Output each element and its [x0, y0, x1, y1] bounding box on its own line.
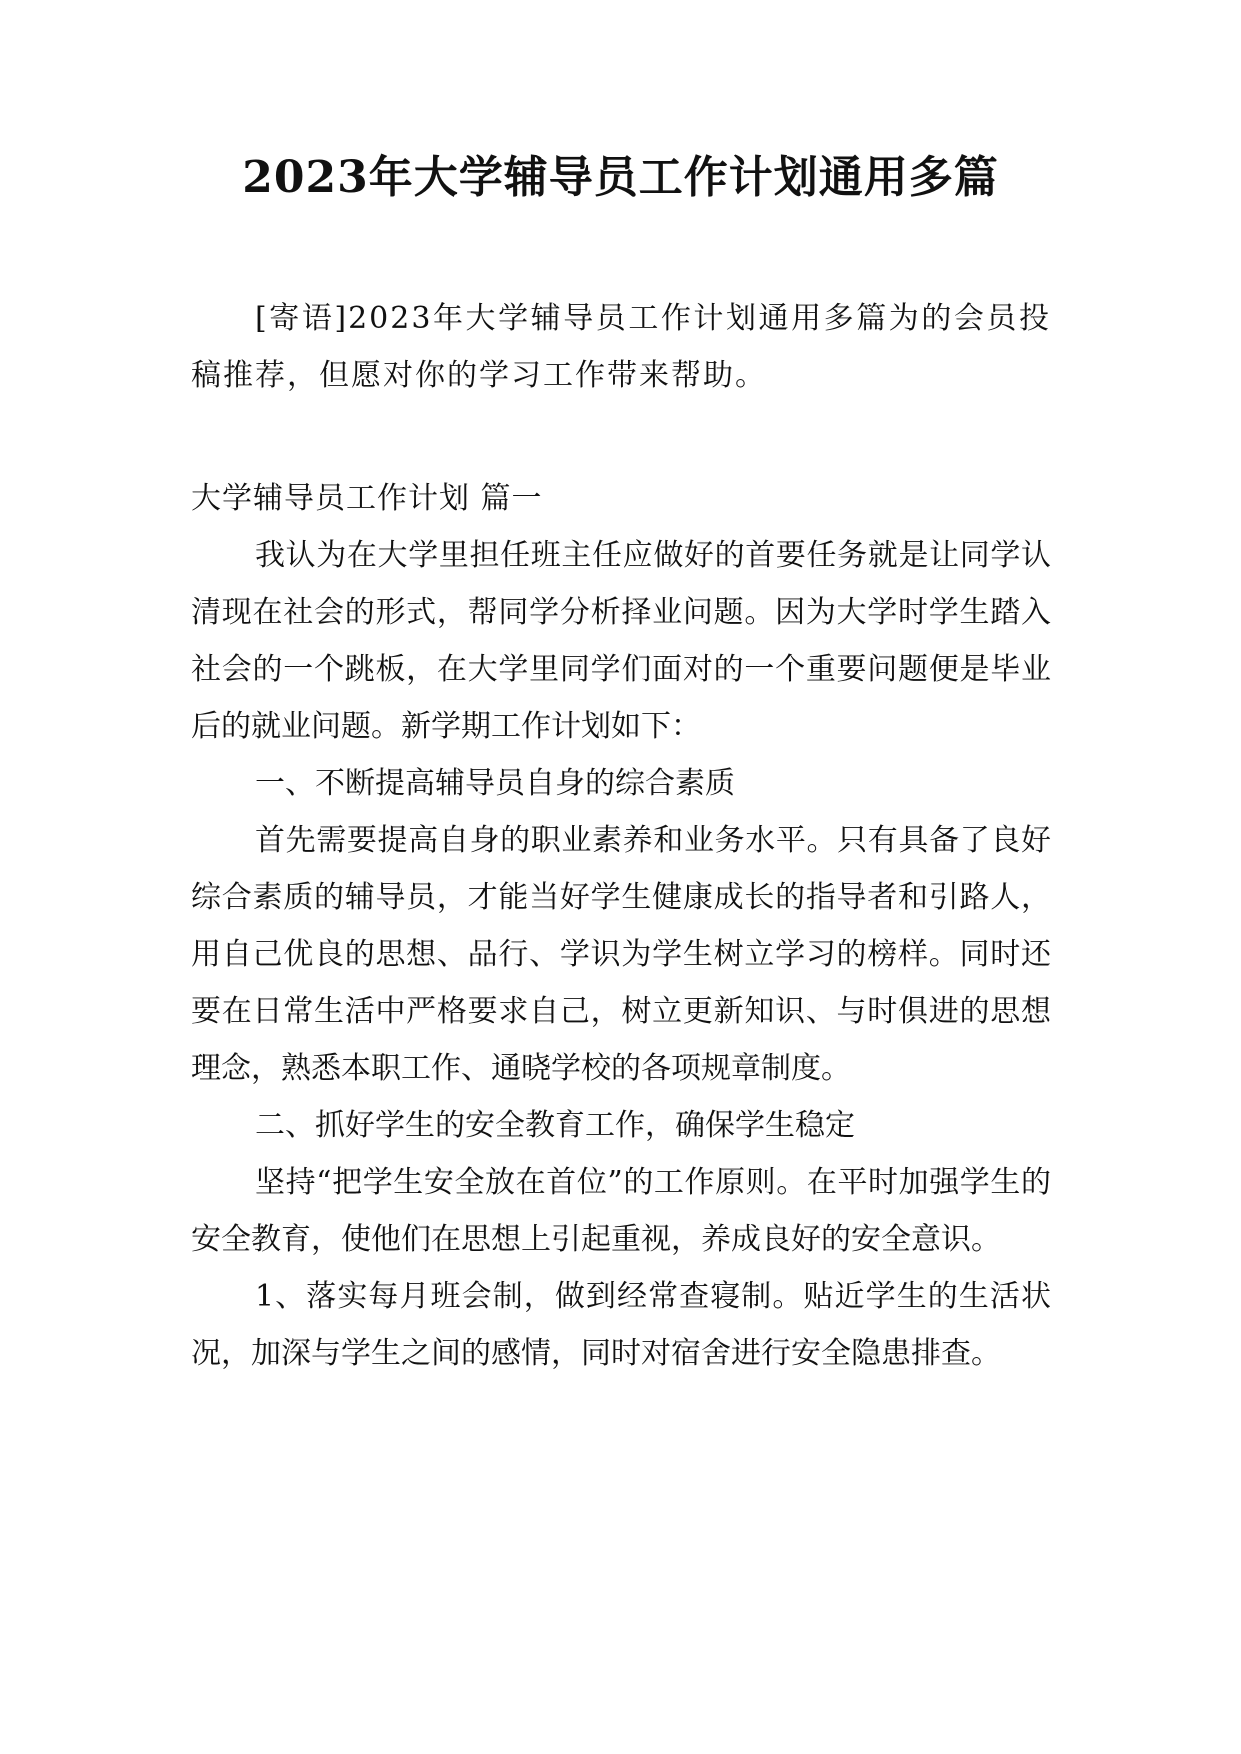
section-heading: 大学辅导员工作计划 篇一	[191, 481, 543, 516]
body-paragraph: 坚持“把学生安全放在首位”的工作原则。在平时加强学生的安全教育，使他们在思想上引起重视，养成良好的安全意识。	[191, 1165, 1051, 1257]
body-paragraph: 1、落实每月班会制，做到经常查寝制。贴近学生的生活状况，加深与学生之间的感情，同时对宿舍进行安全隐患排查。	[191, 1279, 1051, 1371]
body-paragraph: 首先需要提高自身的职业素养和业务水平。只有具备了良好综合素质的辅导员，才能当好学生健康成长的指导者和引路人，用自己优良的思想、品行、学识为学生树立学习的榜样。同时还要在日常生活中严格要求自己，树立更新知识、与时俱进的思想理念，熟悉本职工作、通晓学校的各项规章制度。	[191, 823, 1051, 1086]
subheading-paragraph: 一、不断提高辅导员自身的综合素质	[255, 766, 735, 801]
document-body	[191, 290, 1051, 1382]
subheading-paragraph: 二、抓好学生的安全教育工作，确保学生稳定	[255, 1108, 855, 1143]
body-paragraph: 我认为在大学里担任班主任应做好的首要任务就是让同学认清现在社会的形式，帮同学分析择业问题。因为大学时学生踏入社会的一个跳板，在大学里同学们面对的一个重要问题便是毕业后的就业问题。新学期工作计划如下：	[191, 538, 1051, 744]
intro-paragraph: [寄语]2023年大学辅导员工作计划通用多篇为的会员投稿推荐，但愿对你的学习工作带来帮助。	[191, 301, 1051, 393]
document-title: 2023年大学辅导员工作计划通用多篇	[242, 152, 999, 203]
